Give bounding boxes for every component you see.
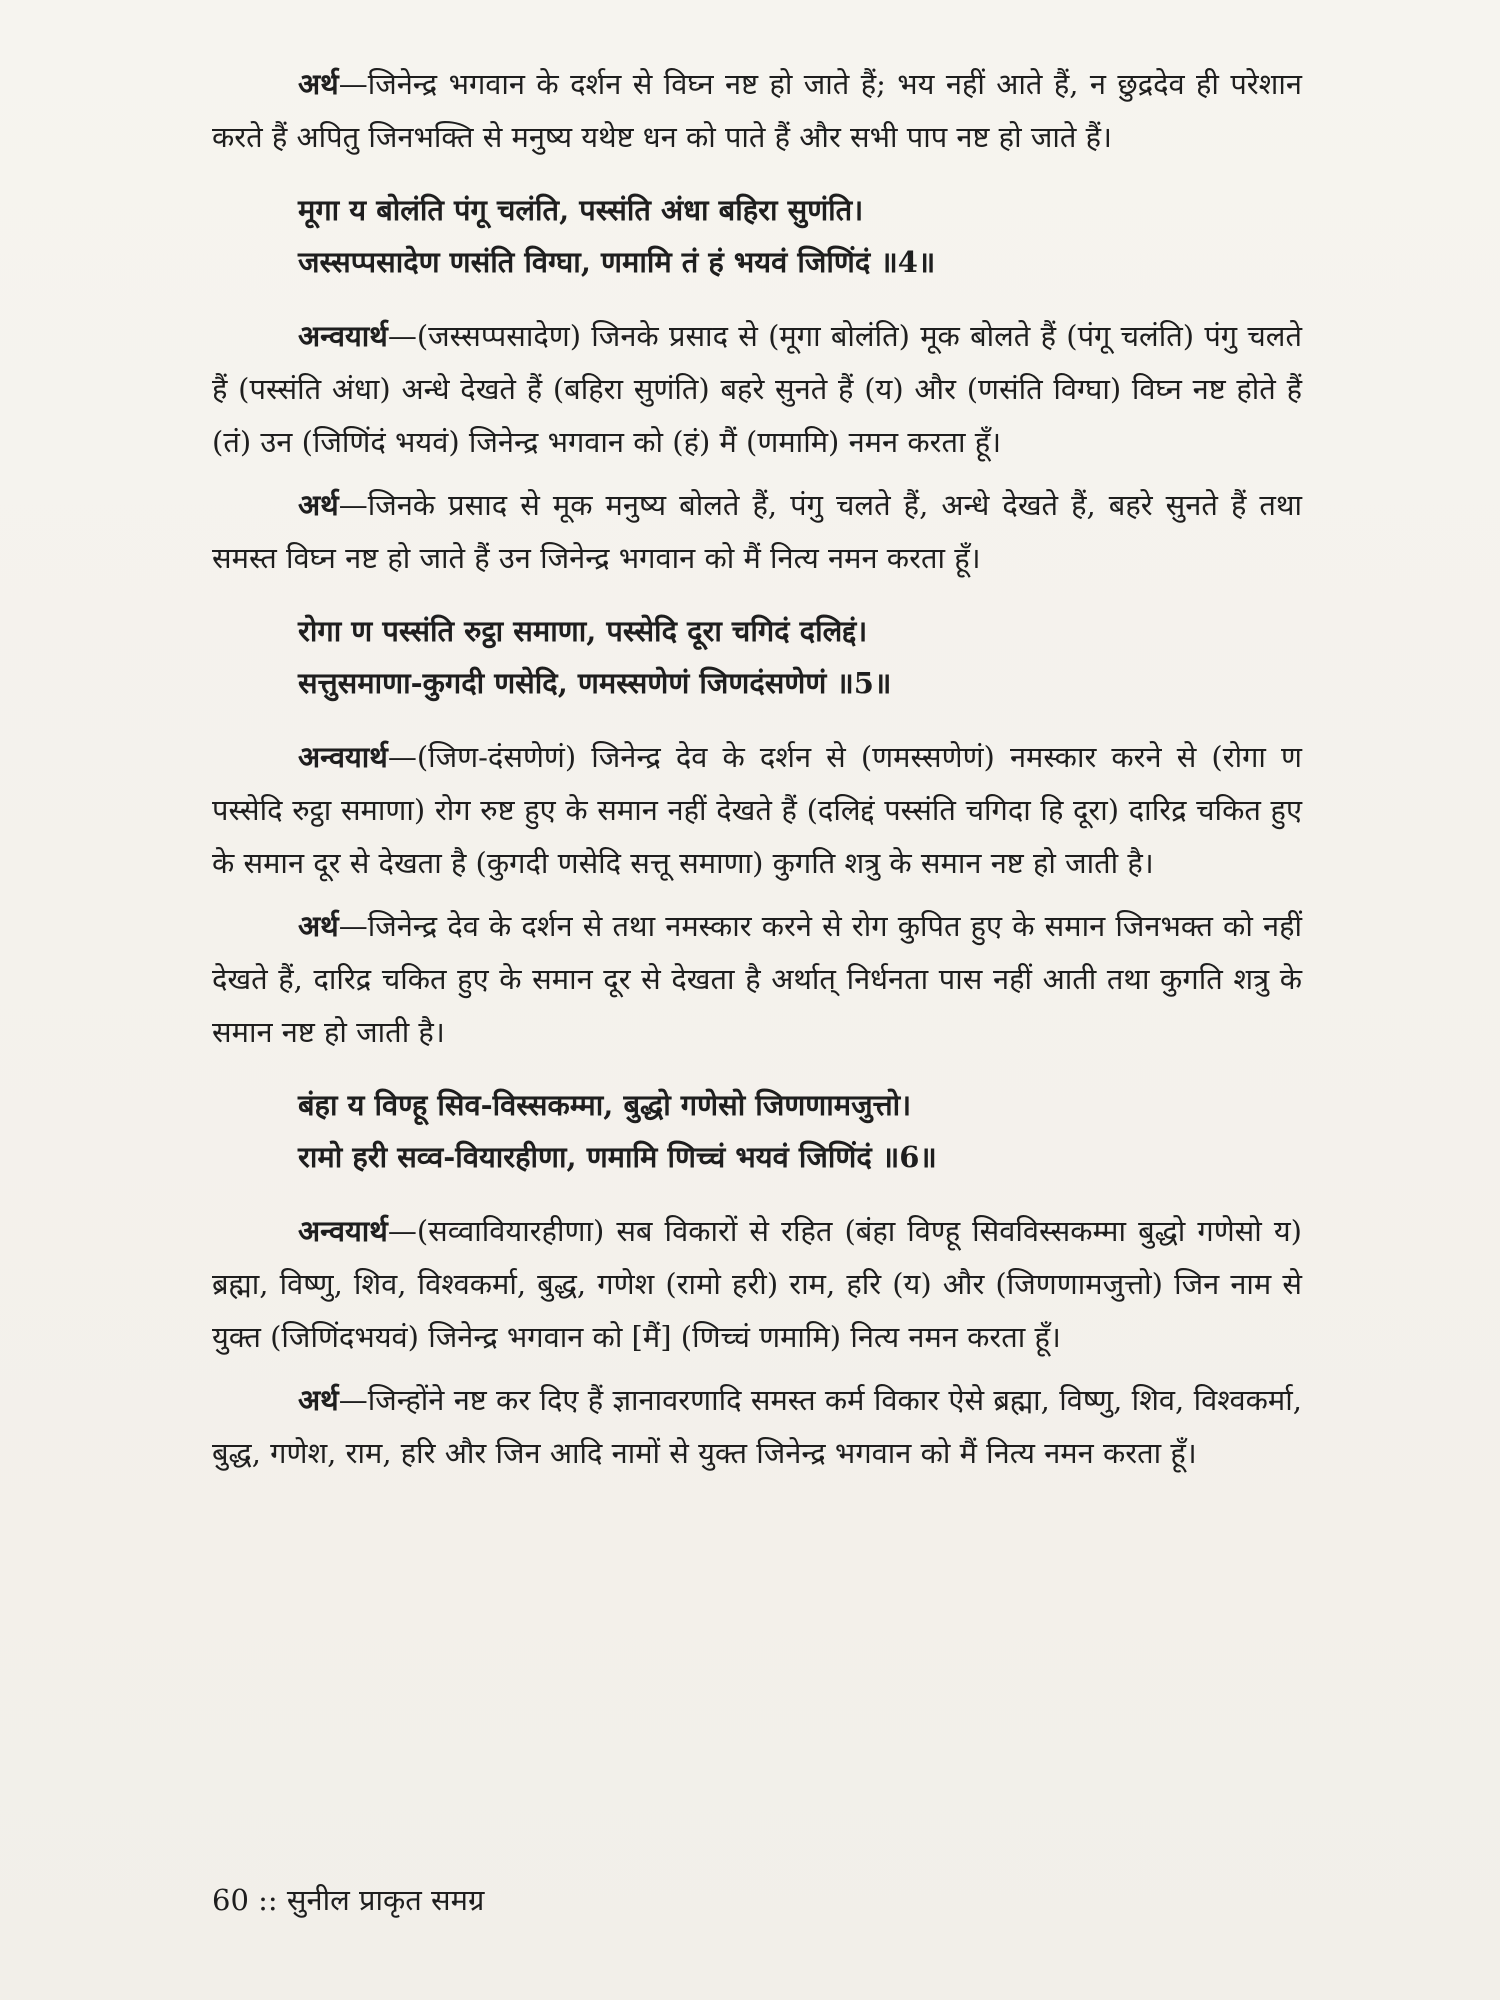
- verse-line: सत्तुसमाणा-कुगदी णसेदि, णमस्सणेणं जिणदंसणेणं ॥5॥: [298, 666, 892, 700]
- paragraph-artha-1: [212, 58, 1302, 164]
- verse-line: जस्सप्पसादेण णसंति विग्घा, णमामि तं हं भयवं जिणिंदं ॥4॥: [298, 245, 936, 279]
- paragraph-artha-5: [212, 900, 1302, 1059]
- paragraph-anvayartha-5: [212, 731, 1302, 890]
- verse-line: मूगा य बोलंति पंगू चलंति, पस्संति अंधा बहिरा सुणंति।: [298, 193, 864, 227]
- page-content: [212, 58, 1302, 1490]
- verse-6: [298, 1079, 1302, 1183]
- verse-4: [298, 184, 1302, 288]
- page-footer: [212, 1880, 484, 1920]
- verse-line: बंहा य विण्हू सिव-विस्सकम्मा, बुद्धो गणेसो जिणणामजुत्तो।: [298, 1088, 912, 1122]
- paragraph-lead: अर्थ: [298, 1383, 339, 1417]
- footer-separator: ::: [258, 1883, 278, 1917]
- verse-line: रोगा ण पस्संति रुट्ठा समाणा, पस्सेदि दूरा चगिदं दलिद्दं।: [298, 614, 868, 648]
- paragraph-anvayartha-4: [212, 310, 1302, 469]
- paragraph-lead: अर्थ: [298, 909, 339, 943]
- paragraph-text: —जिनेन्द्र देव के दर्शन से तथा नमस्कार करने से रोग कुपित हुए के समान जिनभक्त को नहीं देखते हैं, दारिद्र चकित हुए के समान दूर से देखता है अर्थात् निर्धनता पास नहीं आती तथा कुगति शत्रु के समान नष्ट हो जाती है।: [212, 909, 1302, 1049]
- paragraph-artha-6: [212, 1374, 1302, 1480]
- paragraph-lead: अन्वयार्थ: [298, 319, 388, 353]
- verse-5: [298, 605, 1302, 709]
- paragraph-anvayartha-6: [212, 1205, 1302, 1364]
- paragraph-text: —जिनेन्द्र भगवान के दर्शन से विघ्न नष्ट हो जाते हैं; भय नहीं आते हैं, न छुद्रदेव ही परेशान करते हैं अपितु जिनभक्ति से मनुष्य यथेष्ट धन को पाते हैं और सभी पाप नष्ट हो जाते हैं।: [212, 67, 1302, 154]
- paragraph-artha-4: [212, 479, 1302, 585]
- paragraph-lead: अर्थ: [298, 67, 339, 101]
- paragraph-text: —(सव्वावियारहीणा) सब विकारों से रहित (बंहा विण्हू सिवविस्सकम्मा बुद्धो गणेसो य) ब्रह्मा, विष्णु, शिव, विश्वकर्मा, बुद्ध, गणेश (रामो हरी) राम, हरि (य) और (जिणणामजुत्तो) जिन नाम से युक्त (जिणिंदभयवं) जिनेन्द्र भगवान को [मैं] (णिच्चं णमामि) नित्य नमन करता हूँ।: [212, 1214, 1302, 1354]
- paragraph-lead: अर्थ: [298, 488, 339, 522]
- paragraph-text: —जिनके प्रसाद से मूक मनुष्य बोलते हैं, पंगु चलते हैं, अन्धे देखते हैं, बहरे सुनते हैं तथा समस्त विघ्न नष्ट हो जाते हैं उन जिनेन्द्र भगवान को मैं नित्य नमन करता हूँ।: [212, 488, 1302, 575]
- verse-line: रामो हरी सव्व-वियारहीणा, णमामि णिच्चं भयवं जिणिंदं ॥6॥: [298, 1140, 937, 1174]
- paragraph-lead: अन्वयार्थ: [298, 1214, 388, 1248]
- paragraph-text: —जिन्होंने नष्ट कर दिए हैं ज्ञानावरणादि समस्त कर्म विकार ऐसे ब्रह्मा, विष्णु, शिव, विश्वकर्मा, बुद्ध, गणेश, राम, हरि और जिन आदि नामों से युक्त जिनेन्द्र भगवान को मैं नित्य नमन करता हूँ।: [212, 1383, 1302, 1470]
- paragraph-text: —(जिण-दंसणेणं) जिनेन्द्र देव के दर्शन से (णमस्सणेणं) नमस्कार करने से (रोगा ण पस्सेदि रुट्ठा समाणा) रोग रुष्ट हुए के समान नहीं देखते हैं (दलिद्दं पस्संति चगिदा हि दूरा) दारिद्र चकित हुए के समान दूर से देखता है (कुगदी णसेदि सत्तू समाणा) कुगति शत्रु के समान नष्ट हो जाती है।: [212, 740, 1302, 880]
- book-title: सुनील प्राकृत समग्र: [286, 1883, 485, 1917]
- page-number: 60: [212, 1883, 249, 1917]
- paragraph-lead: अन्वयार्थ: [298, 740, 388, 774]
- paragraph-text: —(जस्सप्पसादेण) जिनके प्रसाद से (मूगा बोलंति) मूक बोलते हैं (पंगू चलंति) पंगु चलते हैं (पस्संति अंधा) अन्धे देखते हैं (बहिरा सुणंति) बहरे सुनते हैं (य) और (णसंति विग्घा) विघ्न नष्ट होते हैं (तं) उन (जिणिंदं भयवं) जिनेन्द्र भगवान को (हं) मैं (णमामि) नमन करता हूँ।: [212, 319, 1302, 459]
